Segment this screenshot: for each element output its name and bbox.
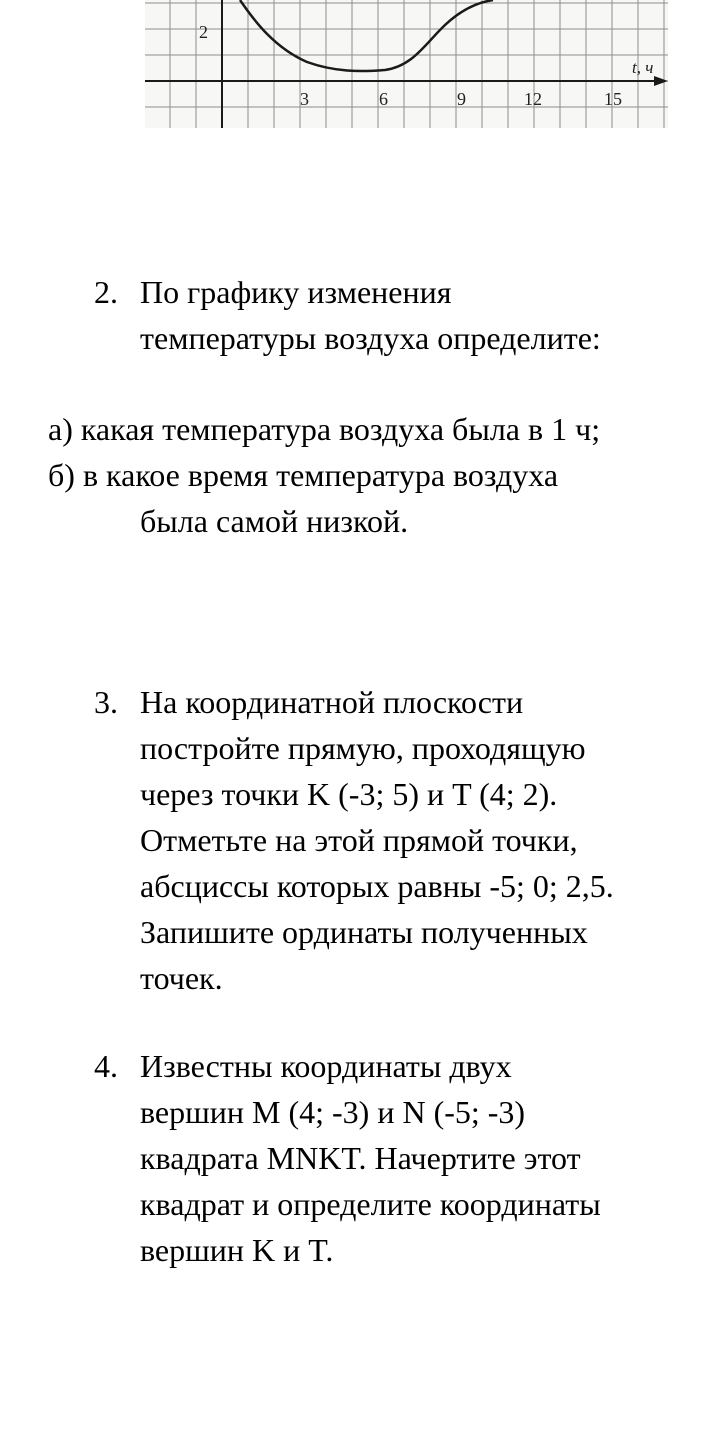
x-tick-label: 12 [524,89,542,109]
task-number: 4. [94,1048,118,1084]
subtask-b-continued: была самой низкой. [140,503,409,539]
x-tick-label: 3 [300,89,309,109]
task-text-line: квадрат и определите координаты [140,1186,601,1222]
task-text-line: Отметьте на этой прямой точки, [140,822,578,858]
graph-paper [145,0,668,128]
task-text-line: температуры воздуха определите: [140,320,601,356]
subtask-b: б) в какое время температура воздуха [48,457,559,493]
task-text-line: абсциссы которых равны -5; 0; 2,5. [140,868,614,904]
task-text-line: По графику изменения [140,274,452,310]
task-text-line: вершин K и T. [140,1232,334,1268]
x-tick-label: 6 [379,89,388,109]
task-number: 2. [94,274,118,310]
subtask-a: а) какая температура воздуха была в 1 ч; [48,411,601,447]
task-text-line: через точки K (-3; 5) и T (4; 2). [140,776,558,812]
y-tick-label: 2 [199,22,208,42]
x-tick-label: 15 [604,89,622,109]
x-axis-label: t, ч [632,58,654,77]
task-text-line: вершин M (4; -3) и N (-5; -3) [140,1094,526,1130]
task-text-line: Запишите ординаты полученных [140,914,588,950]
temperature-graph [145,0,668,128]
task-text-line: квадрата MNKT. Начертите этот [140,1140,581,1176]
x-tick-label: 9 [457,89,466,109]
task-text-line: постройте прямую, проходящую [140,730,586,766]
task-text-line: На координатной плоскости [140,684,524,720]
task-number: 3. [94,684,118,720]
task-text-line: Известны координаты двух [140,1048,512,1084]
task-text-line: точек. [140,960,223,996]
